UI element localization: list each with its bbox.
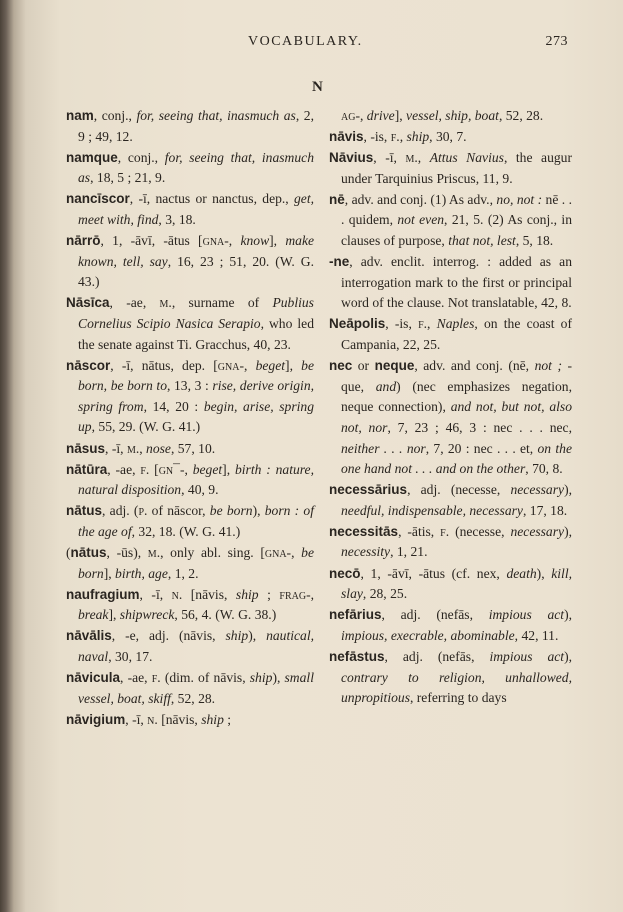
page-number: 273 [545,34,568,49]
vocab-entry-nefastus: nefāstus, adj. (nefās, impious act), contrary to religion, unhallowed, unpropitious, referring to days [329,648,572,706]
vocab-entry-navius: Nāvius, -ī, m., Attus Navius, the augur under Tarquinius Priscus, 11, 9. [329,150,572,186]
vocab-entry-nasus: nāsus, -ī, m., nose, 57, 10. [66,440,216,456]
vocab-entry-natus-adj: nātus, adj. (p. of nāscor, be born), born : of the age of, 32, 18. (W. G. 41.) [66,503,314,539]
section-letter: N [312,79,323,95]
vocab-entry-namque: namque, conj., for, seeing that, inasmuch as, 18, 5 ; 21, 9. [66,149,314,186]
left-column [66,106,314,731]
vocab-entry-natura: nātūra, -ae, f. [gn¯-, beget], birth : nature, natural disposition, 40, 9. [66,461,314,498]
vocab-entry-necessitas: necessitās, -ātis, f. (necesse, necessary), necessity, 1, 21. [329,523,572,560]
right-column [329,106,572,709]
vocab-entry-nefarius: nefārius, adj. (nefās, impious act), impious, execrable, abominable, 42, 11. [329,607,572,643]
vocab-entry-navalis: nāvālis, -e, adj. (nāvis, ship), nautical, naval, 30, 17. [66,628,315,664]
vocab-entry-nam: nam, conj., for, seeing that, inasmuch as, 2, 9 ; 49, 12. [66,108,314,144]
running-header [0,34,623,54]
vocab-entry-navigium-cont: ag-, drive], vessel, ship, boat, 52, 28. [341,108,544,123]
vocab-entry-ne: nē, adv. and conj. (1) As adv., no, not : nē . . . quidem, not even, 21, 5. (2) As conj., in clauses of purpose, that not, lest, 5, 18. [329,191,573,249]
vocab-entry-naufragium: naufragium, -ī, n. [nāvis, ship ; frag-, break], shipwreck, 56, 4. (W. G. 38.) [66,586,314,623]
vocab-entry-nasica: Nāsīca, -ae, m., surname of Publius Cornelius Scipio Nasica Serapio, who led the senate against Ti. Gracchus, 40, 23. [66,295,314,352]
vocab-entry-navigium: nāvigium, -ī, n. [nāvis, ship ; [66,711,232,727]
vocab-entry-narro: nārrō, 1, -āvī, -ātus [gna-, know], make known, tell, say, 16, 23 ; 51, 20. (W. G. 43.) [66,233,315,290]
vocab-entry-nascor: nāscor, -ī, nātus, dep. [gna-, beget], be born, be born to, 13, 3 : rise, derive origin, spring from, 14, 20 : begin, arise, spring up, 55, 29. (W. G. 41.) [66,357,315,435]
vocab-entry-natus-noun: (nātus, -ūs), m., only abl. sing. [gna-, be born], birth, age, 1, 2. [66,544,314,581]
vocab-entry-navis: nāvis, -is, f., ship, 30, 7. [329,129,467,145]
vocab-entry-neco: necō, 1, -āvī, -ātus (cf. nex, death), kill, slay, 28, 25. [329,565,573,602]
running-title: VOCABULARY. [248,34,363,49]
vocab-entry-nec: nec or neque, adv. and conj. (nē, not ; -que, and) (nec emphasizes negation, neque connection), and not, but not, also not, nor, 7, 23 ; 46, 3 : nec . . . nec, neither . . . nor, 7, 20 : nec . . . et, on the one hand not . . . and on the other, 70, 8. [329,358,573,477]
vocab-entry-necessarius: necessārius, adj. (necesse, necessary), needful, indispensable, necessary, 17, 18. [329,482,572,518]
vocab-entry--ne: -ne, adv. enclit. interrog. : added as an interrogation mark to the first or principal word of the clause. Not translatable, 42, 8. [329,254,572,311]
vocab-entry-navicula: nāvicula, -ae, f. (dim. of nāvis, ship), small vessel, boat, skiff, 52, 28. [66,670,314,706]
vocab-entry-nanciscor: nancīscor, -ī, nactus or nanctus, dep., get, meet with, find, 3, 18. [66,191,314,227]
vocab-entry-neapolis: Neāpolis, -is, f., Naples, on the coast of Campania, 22, 25. [329,316,573,353]
